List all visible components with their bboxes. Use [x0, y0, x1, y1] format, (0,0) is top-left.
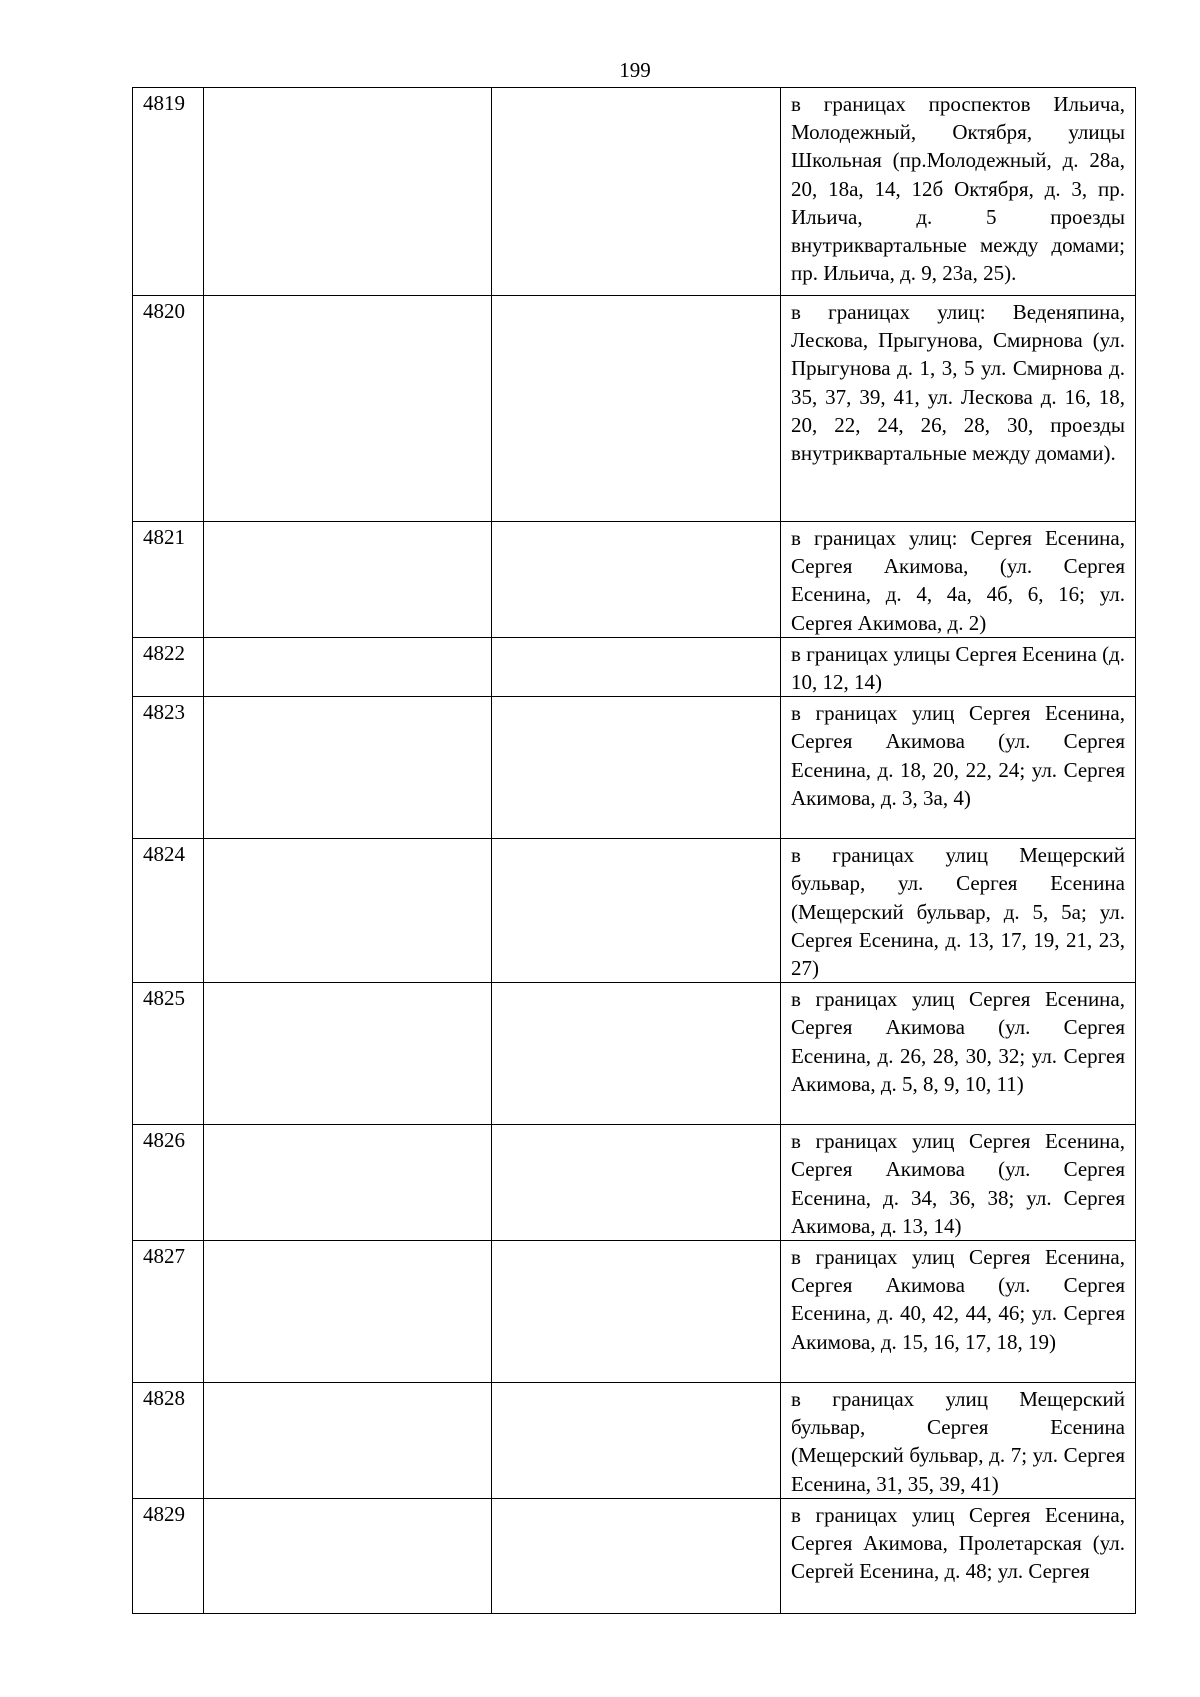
description-cell: [781, 983, 1136, 1125]
empty-cell: [492, 839, 781, 983]
row-description: в границах проспектов Ильича, Молодежный, Октября, улицы Школьная (пр.Молодежный, д. 28а, 20, 18а, 14, 12б Октября, д. 3, пр. Ильича, д. 5 проезды внутриквартальные между домами; пр. Ильича, д. 9, 23а, 25).: [791, 92, 1125, 286]
empty-cell: [492, 1383, 781, 1499]
empty-cell: [492, 296, 781, 522]
table-row: [133, 88, 1136, 296]
empty-cell: [204, 1125, 492, 1241]
description-cell: [781, 697, 1136, 839]
description-cell: [781, 1125, 1136, 1241]
row-number-cell: [133, 983, 204, 1125]
empty-cell: [204, 983, 492, 1125]
empty-cell: [492, 1125, 781, 1241]
row-number-cell: [133, 296, 204, 522]
description-cell: [781, 1498, 1136, 1613]
table-row: [133, 637, 1136, 696]
empty-cell: [204, 522, 492, 638]
description-cell: [781, 839, 1136, 983]
description-cell: [781, 637, 1136, 696]
row-number: 4819: [143, 91, 185, 115]
row-number-cell: [133, 522, 204, 638]
row-number-cell: [133, 637, 204, 696]
row-description: в границах улицы Сергея Есенина (д. 10, 12, 14): [791, 641, 1125, 695]
empty-cell: [204, 697, 492, 839]
empty-cell: [492, 697, 781, 839]
description-cell: [781, 88, 1136, 296]
description-cell: [781, 296, 1136, 522]
empty-cell: [492, 983, 781, 1125]
table-row: [133, 522, 1136, 638]
row-number: 4820: [143, 299, 185, 323]
table-row: [133, 697, 1136, 839]
empty-cell: [204, 1498, 492, 1613]
row-number: 4823: [143, 700, 185, 725]
row-number: 4821: [143, 525, 185, 549]
row-description: в границах улиц Сергея Есенина, Сергея Акимова (ул. Сергея Есенина, д. 18, 20, 22, 24; ул. Сергея Акимова, д. 3, 3а, 4): [791, 701, 1125, 810]
row-number-cell: [133, 1498, 204, 1613]
row-description: в границах улиц: Веденяпина, Лескова, Прыгунова, Смирнова (ул. Прыгунова д. 1, 3, 5 ул. Смирнова д. 35, 37, 39, 41, ул. Лескова д. 16, 18, 20, 22, 24, 26, 28, 30, проезды внутриквартальные между домами).: [791, 300, 1125, 466]
description-cell: [781, 1241, 1136, 1383]
empty-cell: [492, 637, 781, 696]
table-row: [133, 1498, 1136, 1613]
empty-cell: [204, 296, 492, 522]
empty-cell: [204, 1383, 492, 1499]
table-row: [133, 1241, 1136, 1383]
table-row: [133, 296, 1136, 522]
row-number-cell: [133, 88, 204, 296]
row-description: в границах улиц Сергея Есенина, Сергея Акимова (ул. Сергея Есенина, д. 34, 36, 38; ул. Сергея Акимова, д. 13, 14): [791, 1129, 1125, 1238]
address-table: [132, 87, 1136, 1614]
row-number: 4829: [143, 1501, 185, 1526]
row-number: 4828: [143, 1386, 185, 1411]
row-number: 4825: [143, 986, 185, 1011]
row-number-cell: [133, 1383, 204, 1499]
table-row: [133, 1125, 1136, 1241]
row-number: 4827: [143, 1244, 185, 1269]
row-number-cell: [133, 1241, 204, 1383]
table-row: [133, 1383, 1136, 1499]
row-number-cell: [133, 697, 204, 839]
description-cell: [781, 1383, 1136, 1499]
table-row: [133, 839, 1136, 983]
empty-cell: [492, 522, 781, 638]
row-description: в границах улиц Мещерский бульвар, ул. Сергея Есенина (Мещерский бульвар, д. 5, 5а; ул. Сергея Есенина, д. 13, 17, 19, 21, 23, 27): [791, 843, 1125, 981]
row-number: 4826: [143, 1128, 185, 1153]
empty-cell: [204, 88, 492, 296]
row-description: в границах улиц Сергея Есенина, Сергея Акимова (ул. Сергея Есенина, д. 26, 28, 30, 32; ул. Сергея Акимова, д. 5, 8, 9, 10, 11): [791, 987, 1125, 1096]
row-description: в границах улиц Сергея Есенина, Сергея Акимова, Пролетарская (ул. Сергей Есенина, д. 48; ул. Сергея: [791, 1502, 1125, 1584]
row-description: в границах улиц Сергея Есенина, Сергея Акимова (ул. Сергея Есенина, д. 40, 42, 44, 46; ул. Сергея Акимова, д. 15, 16, 17, 18, 19): [791, 1245, 1125, 1354]
empty-cell: [204, 637, 492, 696]
row-description: в границах улиц Мещерский бульвар, Сергея Есенина (Мещерский бульвар, д. 7; ул. Сергея Есенина, 31, 35, 39, 41): [791, 1387, 1125, 1496]
empty-cell: [492, 1241, 781, 1383]
row-number: 4824: [143, 842, 185, 867]
page-number: 199: [619, 58, 651, 82]
row-number-cell: [133, 1125, 204, 1241]
empty-cell: [492, 88, 781, 296]
row-number: 4822: [143, 640, 185, 665]
empty-cell: [492, 1498, 781, 1613]
table-row: [133, 983, 1136, 1125]
empty-cell: [204, 839, 492, 983]
row-description: в границах улиц: Сергея Есенина, Сергея Акимова, (ул. Сергея Есенина, д. 4, 4а, 4б, 6, 16; ул. Сергея Акимова, д. 2): [791, 526, 1125, 635]
description-cell: [781, 522, 1136, 638]
empty-cell: [204, 1241, 492, 1383]
row-number-cell: [133, 839, 204, 983]
